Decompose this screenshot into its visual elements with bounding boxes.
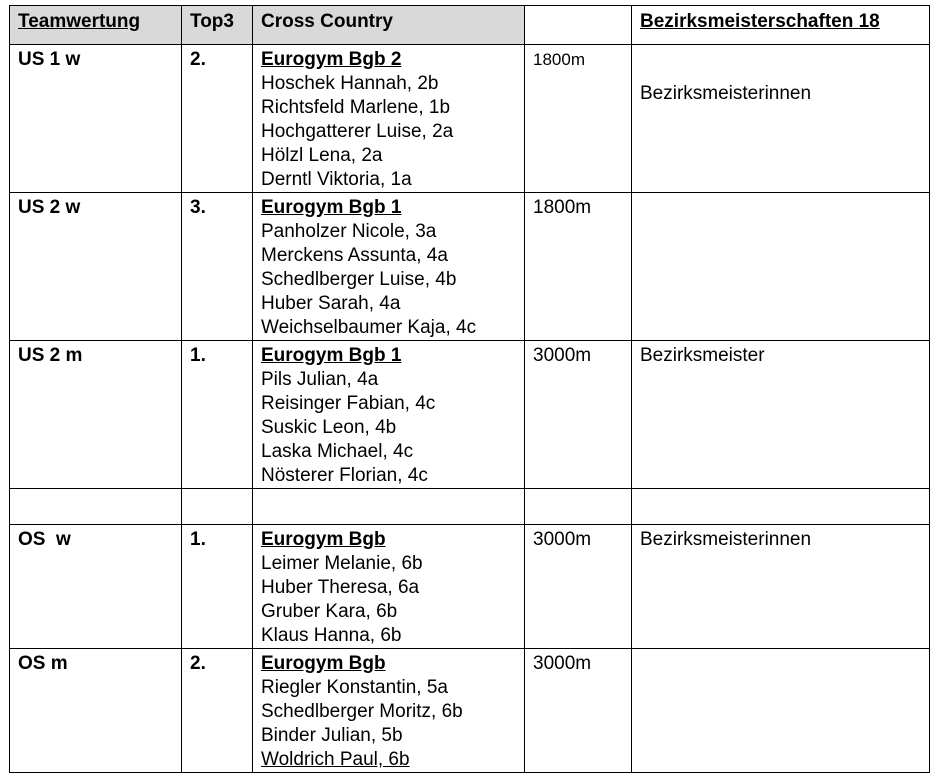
member-name: Hölzl Lena, 2a [261, 145, 383, 166]
distance-cell: 3000m [525, 525, 632, 649]
team-name: Eurogym Bgb [261, 653, 386, 674]
table-row [10, 525, 930, 649]
header-bezirksmeisterschaften: Bezirksmeisterschaften 18 [632, 6, 930, 45]
title-cell: Bezirksmeister [632, 341, 930, 489]
member-name: Laska Michael, 4c [261, 441, 414, 462]
team-name: Eurogym Bgb 1 [261, 197, 402, 218]
empty-cell [10, 489, 182, 525]
distance-cell: 3000m [525, 341, 632, 489]
distance-cell: 1800m [525, 193, 632, 341]
member-name: Gruber Kara, 6b [261, 601, 398, 622]
category-cell: US 2 w [10, 193, 182, 341]
title-cell [632, 649, 930, 773]
member-name: Binder Julian, 5b [261, 725, 403, 746]
team-cell [253, 649, 525, 773]
team-cell [253, 45, 525, 193]
member-name: Huber Theresa, 6a [261, 577, 420, 598]
member-name: Huber Sarah, 4a [261, 293, 401, 314]
member-name: Derntl Viktoria, 1a [261, 169, 412, 190]
empty-cell [182, 489, 253, 525]
header-cross-country: Cross Country [253, 6, 525, 45]
team-cell [253, 193, 525, 341]
member-name: Leimer Melanie, 6b [261, 553, 423, 574]
title-cell [632, 45, 930, 193]
member-name: Hochgatterer Luise, 2a [261, 121, 454, 142]
member-name: Hoschek Hannah, 2b [261, 73, 439, 94]
header-distance [525, 6, 632, 45]
category-cell: OS w [10, 525, 182, 649]
team-name: Eurogym Bgb 2 [261, 49, 402, 70]
member-name: Nösterer Florian, 4c [261, 465, 428, 486]
member-name: Schedlberger Moritz, 6b [261, 701, 463, 722]
member-name: Klaus Hanna, 6b [261, 625, 402, 646]
title-cell: Bezirksmeisterinnen [632, 525, 930, 649]
header-top3: Top3 [182, 6, 253, 45]
table-row [10, 45, 930, 193]
rank-cell: 3. [182, 193, 253, 341]
member-name: Riegler Konstantin, 5a [261, 677, 448, 698]
results-table [9, 5, 930, 773]
header-row [10, 6, 930, 45]
member-name: Suskic Leon, 4b [261, 417, 397, 438]
rank-cell: 1. [182, 341, 253, 489]
rank-cell: 1. [182, 525, 253, 649]
member-name: Pils Julian, 4a [261, 369, 379, 390]
table-row [10, 341, 930, 489]
title-text: Bezirksmeisterinnen [640, 83, 812, 104]
member-name: Merckens Assunta, 4a [261, 245, 448, 266]
empty-row [10, 489, 930, 525]
member-name: Reisinger Fabian, 4c [261, 393, 436, 414]
team-name: Eurogym Bgb [261, 529, 386, 550]
team-cell [253, 341, 525, 489]
category-cell: US 2 m [10, 341, 182, 489]
table-row [10, 193, 930, 341]
empty-cell [525, 489, 632, 525]
member-name: Woldrich Paul, 6b [261, 749, 410, 770]
member-name: Panholzer Nicole, 3a [261, 221, 437, 242]
team-name: Eurogym Bgb 1 [261, 345, 402, 366]
rank-cell: 2. [182, 649, 253, 773]
member-name: Richtsfeld Marlene, 1b [261, 97, 451, 118]
title-cell [632, 193, 930, 341]
category-cell: OS m [10, 649, 182, 773]
team-cell [253, 525, 525, 649]
member-name: Weichselbaumer Kaja, 4c [261, 317, 477, 338]
empty-cell [632, 489, 930, 525]
distance-cell: 3000m [525, 649, 632, 773]
table-row [10, 649, 930, 773]
rank-cell: 2. [182, 45, 253, 193]
empty-cell [253, 489, 525, 525]
header-teamwertung: Teamwertung [10, 6, 182, 45]
member-name: Schedlberger Luise, 4b [261, 269, 457, 290]
category-cell: US 1 w [10, 45, 182, 193]
distance-cell: 1800m [525, 45, 632, 193]
